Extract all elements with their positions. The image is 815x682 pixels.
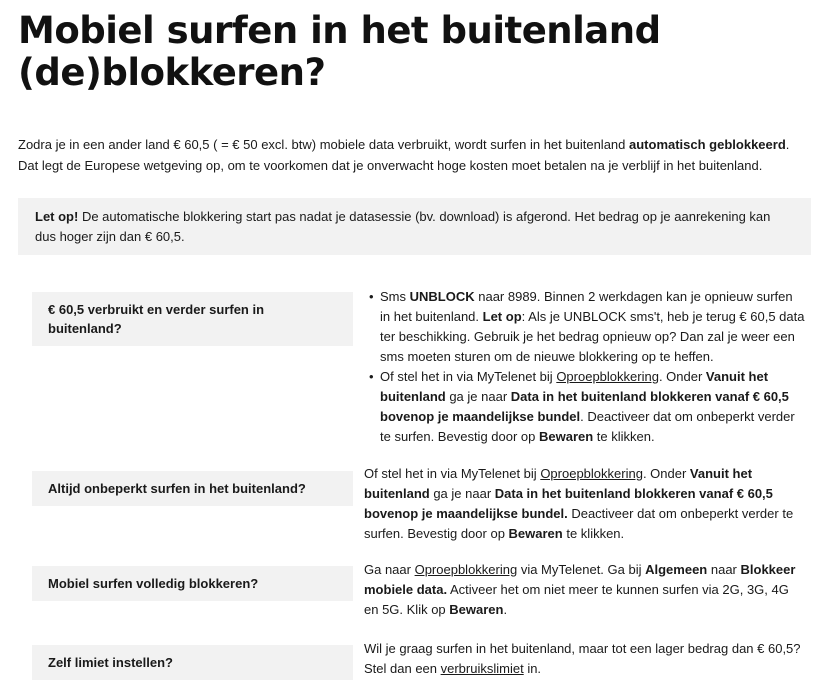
faq-answer-3: Ga naar Oproepblokkering via MyTelenet. Ga bij Algemeen naar Blokkeer mobiele data. Activeer het om niet meer te kunnen surfen via 2G, 3G, 4G en 5G. Klik op Bewaren. [364,562,796,617]
intro-bold: automatisch geblokkeerd [629,137,786,152]
page-title [18,0,718,94]
faq-question-4[interactable]: Zelf limiet instellen? [32,645,353,680]
faq-question-1[interactable]: € 60,5 verbruikt en verder surfen in buitenland? [32,292,353,346]
notice-text: De automatische blokkering start pas nadat je datasessie (bv. download) is afgerond. Het bedrag op je aanrekening kan dus hoger zijn dan € 60,5. [35,209,771,244]
oproepblokkering-link[interactable]: Oproepblokkering [540,466,643,481]
list-item: • Of stel het in via MyTelenet bij Oproepblokkering. Onder Vanuit het buitenland ga je naar Data in het buitenland blokkeren vanaf € 60,5 bovenop je maandelijkse bundel. Deactiveer dat om onbeperkt verder te surfen. Bevestig door op Bewaren te klikken. [369,369,795,444]
page-title-line2: (de)blokkeren? [18,51,326,94]
list-item: • Sms UNBLOCK naar 8989. Binnen 2 werkdagen kan je opnieuw surfen in het buitenland. Let op: Als je UNBLOCK sms't, heb je terug € 60,5 data ter beschikking. Gebruik je het bedrag opnieuw op? Dan zal je weer een sms moeten sturen om de nieuwe blokkering op te heffen. [369,289,805,364]
faq-question-2[interactable]: Altijd onbeperkt surfen in het buitenland? [32,471,353,506]
oproepblokkering-link[interactable]: Oproepblokkering [414,562,518,577]
faq-answer-1-list [366,287,806,447]
page-title-line1: Mobiel surfen in het buitenland [18,9,661,52]
faq-answer-2: Of stel het in via MyTelenet bij Oproepblokkering. Onder Vanuit het buitenland ga je naar Data in het buitenland blokkeren vanaf € 60,5 bovenop je maandelijkse bundel. Deactiveer dat om onbeperkt verder te surfen. Bevestig door op Bewaren te klikken. [364,466,794,541]
notice-box [18,198,811,255]
notice-label: Let op! [35,209,79,224]
oproepblokkering-link[interactable]: Oproepblokkering [556,369,659,384]
faq-question-3[interactable]: Mobiel surfen volledig blokkeren? [32,566,353,601]
intro-paragraph [18,134,803,176]
faq-answer-1 [366,287,806,447]
intro-text-1: Zodra je in een ander land € 60,5 ( = € 50 excl. btw) mobiele data verbruikt, wordt surfen in het buitenland [18,137,629,152]
faq-answer-4: Wil je graag surfen in het buitenland, maar tot een lager bedrag dan € 60,5? Stel dan een verbruikslimiet in. [364,641,801,676]
bullet-icon: • [369,289,374,304]
verbruikslimiet-link[interactable]: verbruikslimiet [440,661,524,676]
bullet-icon: • [369,369,374,384]
intro-text-2: . Dat legt de Europese wetgeving op, om te voorkomen dat je onverwacht hoge kosten moet betalen na je verblijf in het buitenland. [18,137,790,173]
